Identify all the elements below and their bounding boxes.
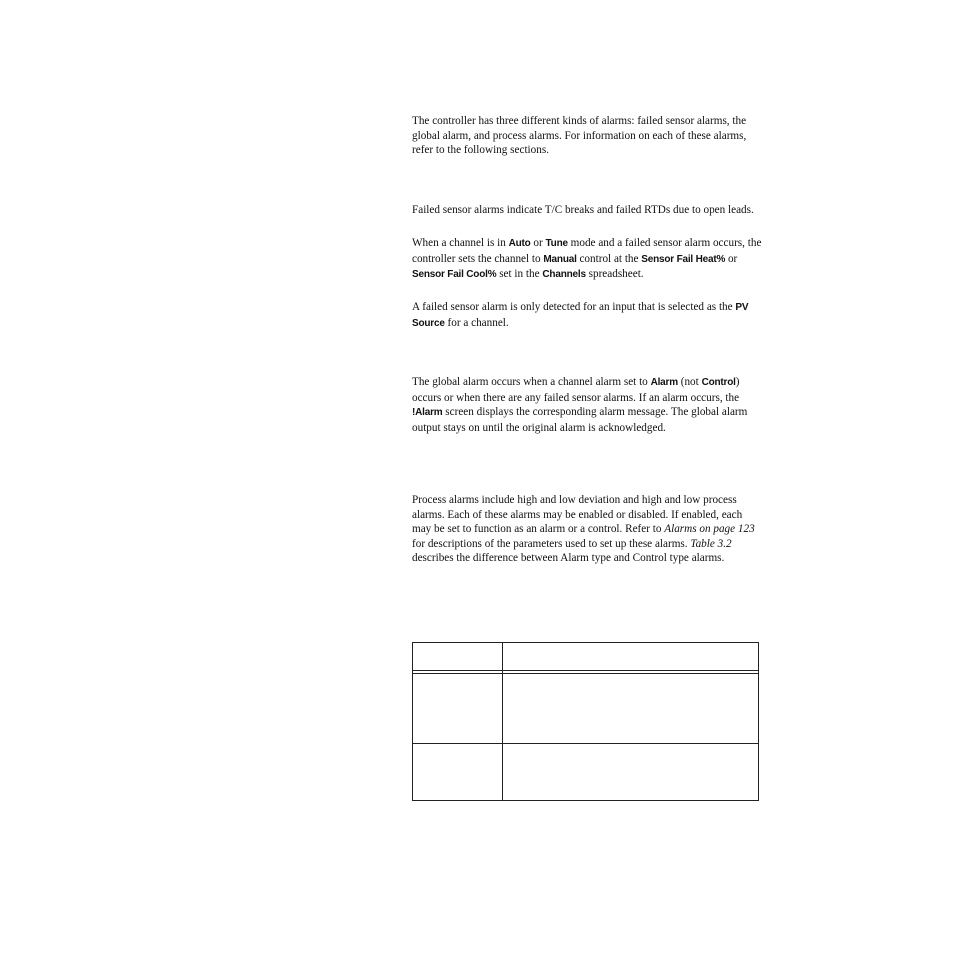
failed-sensor-paragraph-2: When a channel is in Auto or Tune mode and a failed sensor alarm occurs, the controller sets the channel to Manual control at the Sensor Fail Heat% or Sensor Fail Cool% set in the Channels spreadsheet.: [412, 237, 762, 281]
sensor-fail-heat-term: Sensor Fail Heat%: [641, 253, 726, 265]
auto-mode-term: Auto: [508, 238, 531, 249]
alarm-type-table: [412, 642, 759, 801]
table-row-divider: [413, 743, 758, 744]
alarm-screen-term: !Alarm: [412, 407, 443, 419]
tune-mode-term: Tune: [545, 238, 568, 249]
manual-mode-term: Manual: [543, 253, 577, 265]
alarms-page-reference: Alarms on page 123: [664, 523, 755, 536]
table-header-rule-double: [413, 673, 758, 674]
pv-source-term: PV Source: [412, 302, 749, 329]
process-alarms-paragraph: Process alarms include high and low deviation and high and low process alarms. Each of these alarms may be enabled or disabled. If enabled, each may be set to function as an alarm or a control. Refer to Alarms on page 123 for descriptions of the parameters used to set up these alarms. Table 3.2 describes the difference between Alarm type and Control type alarms.: [412, 494, 755, 565]
alarm-term: Alarm: [650, 377, 678, 388]
table-reference: Table 3.2: [690, 537, 732, 550]
sensor-fail-cool-term: Sensor Fail Cool%: [412, 269, 497, 281]
intro-paragraph: The controller has three different kinds of alarms: failed sensor alarms, the global alarm, and process alarms. For information on each of these alarms, refer to the following sections.: [412, 115, 747, 157]
failed-sensor-paragraph-3: A failed sensor alarm is only detected for an input that is selected as the PV Source for a channel.: [412, 301, 749, 329]
table-header-rule: [413, 670, 758, 671]
failed-sensor-paragraph-1: Failed sensor alarms indicate T/C breaks and failed RTDs due to open leads.: [412, 204, 754, 216]
control-term: Control: [701, 377, 736, 388]
table-column-divider: [502, 643, 503, 800]
channels-term: Channels: [542, 269, 586, 281]
global-alarm-paragraph: The global alarm occurs when a channel alarm set to Alarm (not Control) occurs or when there are any failed sensor alarms. If an alarm occurs, the !Alarm screen displays the corresponding alarm message. The global alarm output stays on until the original alarm is acknowledged.: [412, 376, 748, 434]
